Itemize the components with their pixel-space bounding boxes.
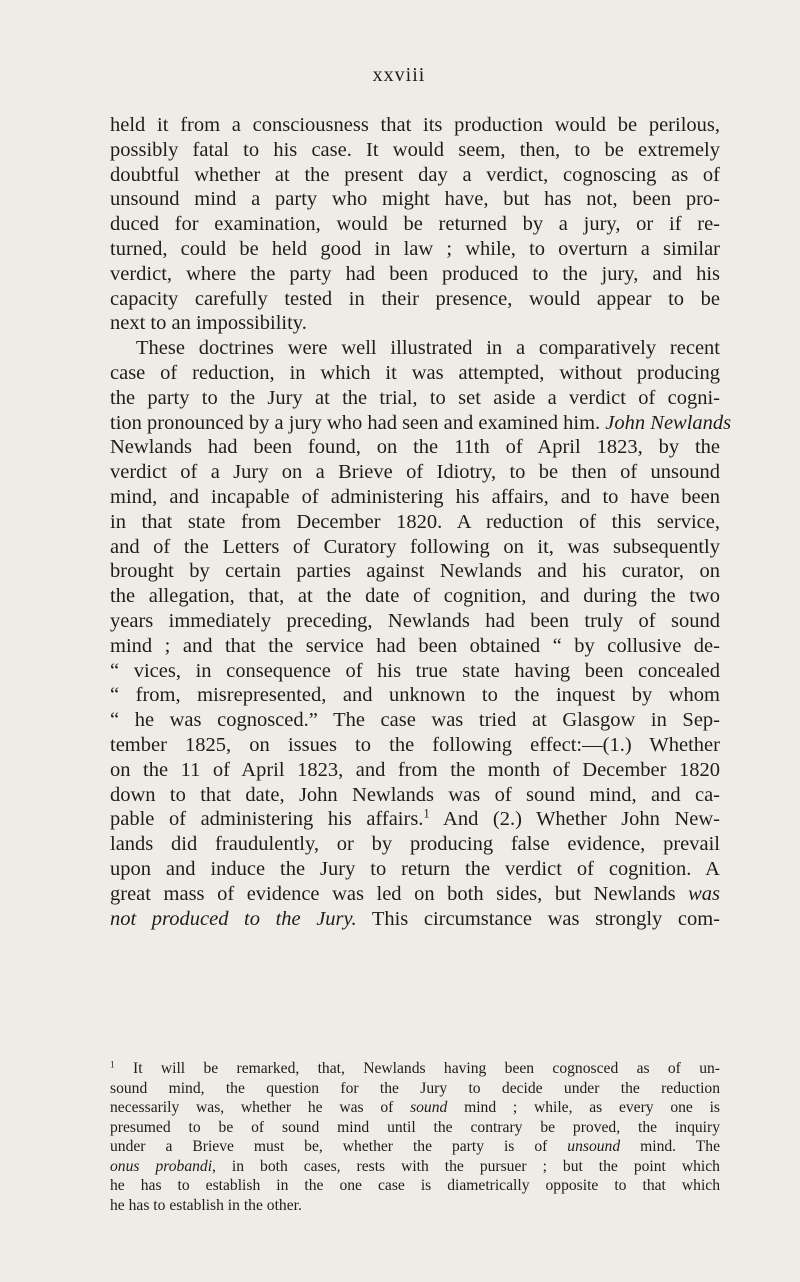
italic-phrase: not produced to the Jury. (110, 907, 357, 930)
text-line: down to that date, John Newlands was of sound mind, and ca- (110, 783, 720, 806)
text-line: and of the Letters of Curatory following on it, was subsequently (110, 535, 720, 558)
line-text: mind ; while, as every one is (447, 1099, 720, 1116)
text-line: mind ; and that the service had been obtained “ by collusive de- (110, 634, 720, 657)
text-line: the party to the Jury at the trial, to set aside a verdict of cogni- (110, 386, 720, 409)
text-line: “ he was cognosced.” The case was tried at Glasgow in Sep- (110, 709, 720, 732)
line-text: , in both cases, rests with the pursuer ; but the point which (212, 1157, 720, 1175)
text-line: “ vices, in consequence of his true state having been concealed (110, 659, 720, 682)
footnote-line: presumed to be of sound mind until the contrary be proved, the inquiry (110, 1118, 720, 1136)
italic-word: sound (410, 1099, 448, 1116)
line-text: necessarily was, whether he was of (110, 1099, 411, 1116)
line-text: great mass of evidence was led on both sides, but Newlands (110, 882, 689, 905)
text-line: case of reduction, in which it was attempted, without producing (110, 361, 720, 384)
text-line: doubtful whether at the present day a verdict, cognoscing as of (110, 163, 720, 186)
footnote-line: he has to establish in the one case is diametrically opposite to that which (110, 1177, 720, 1194)
footnote-line: he has to establish in the other. (110, 1196, 302, 1214)
text-line: the allegation, that, at the date of cognition, and during the two (110, 585, 720, 608)
text-line: “ from, misrepresented, and unknown to the inquest by whom (110, 684, 720, 707)
footnote-line (110, 1137, 720, 1157)
text-line: brought by certain parties against Newlands and his curator, on (110, 560, 720, 583)
text-line: in that state from December 1820. A reduction of this service, (110, 510, 720, 533)
line-text: This circumstance was strongly com- (356, 907, 720, 930)
text-line: turned, could be held good in law ; while, to overturn a similar (110, 237, 720, 260)
line-text: mind. The (620, 1138, 721, 1155)
text-line: Newlands had been found, on the 11th of April 1823, by the (110, 436, 720, 459)
italic-phrase: onus probandi (110, 1157, 213, 1175)
text-line: unsound mind a party who might have, but has not, been pro- (110, 188, 720, 211)
text-line: verdict of a Jury on a Brieve of Idiotry, to be then of unsound (110, 461, 720, 484)
italic-name: John Newlands (605, 411, 732, 434)
text-line: verdict, where the party had been produced to the jury, and his (110, 262, 720, 285)
page-number: xxviii (372, 64, 426, 86)
line-text: And (2.) Whether John New- (429, 808, 720, 831)
body-text (110, 113, 732, 931)
footnote-line (110, 1098, 720, 1118)
text-line: possibly fatal to his case. It would seem, then, to be extremely (110, 138, 720, 161)
footnote-line (110, 1157, 720, 1177)
text-line: upon and induce the Jury to return the verdict of cognition. A (110, 857, 720, 880)
text-line: on the 11 of April 1823, and from the month of December 1820 (110, 758, 720, 781)
italic-word: unsound (567, 1138, 621, 1155)
line-text: tion pronounced by a jury who had seen and examined him. (110, 411, 601, 434)
text-line: tember 1825, on issues to the following effect:—(1.) Whether (110, 733, 720, 756)
text-line: lands did fraudulently, or by producing false evidence, prevail (110, 833, 720, 856)
footnote-line (110, 1059, 720, 1079)
paragraph-start-line: These doctrines were well illustrated in a comparatively recent (136, 337, 720, 360)
text-line (110, 907, 720, 932)
footnote (110, 1059, 720, 1215)
line-text: under a Brieve must be, whether the party is of (110, 1138, 568, 1155)
footnote-reference: 1 (423, 806, 430, 821)
text-line: years immediately preceding, Newlands had been truly of sound (110, 609, 720, 632)
text-line (110, 882, 720, 907)
footnote-line: sound mind, the question for the Jury to decide under the reduction (110, 1079, 720, 1097)
line-text: pable of administering his affairs. (110, 808, 424, 831)
text-line (110, 807, 720, 832)
line-text: It will be remarked, that, Newlands having been cognosced as of un- (133, 1060, 720, 1077)
text-line: next to an impossibility. (110, 312, 307, 335)
italic-word: was (688, 882, 720, 905)
text-line: held it from a consciousness that its production would be perilous, (110, 114, 720, 136)
text-line (110, 411, 732, 436)
text-line: capacity carefully tested in their presence, would appear to be (110, 287, 720, 310)
text-line: mind, and incapable of administering his affairs, and to have been (110, 485, 720, 508)
footnote-marker: 1 (110, 1060, 115, 1071)
text-line: duced for examination, would be returned by a jury, or if re- (110, 213, 720, 236)
